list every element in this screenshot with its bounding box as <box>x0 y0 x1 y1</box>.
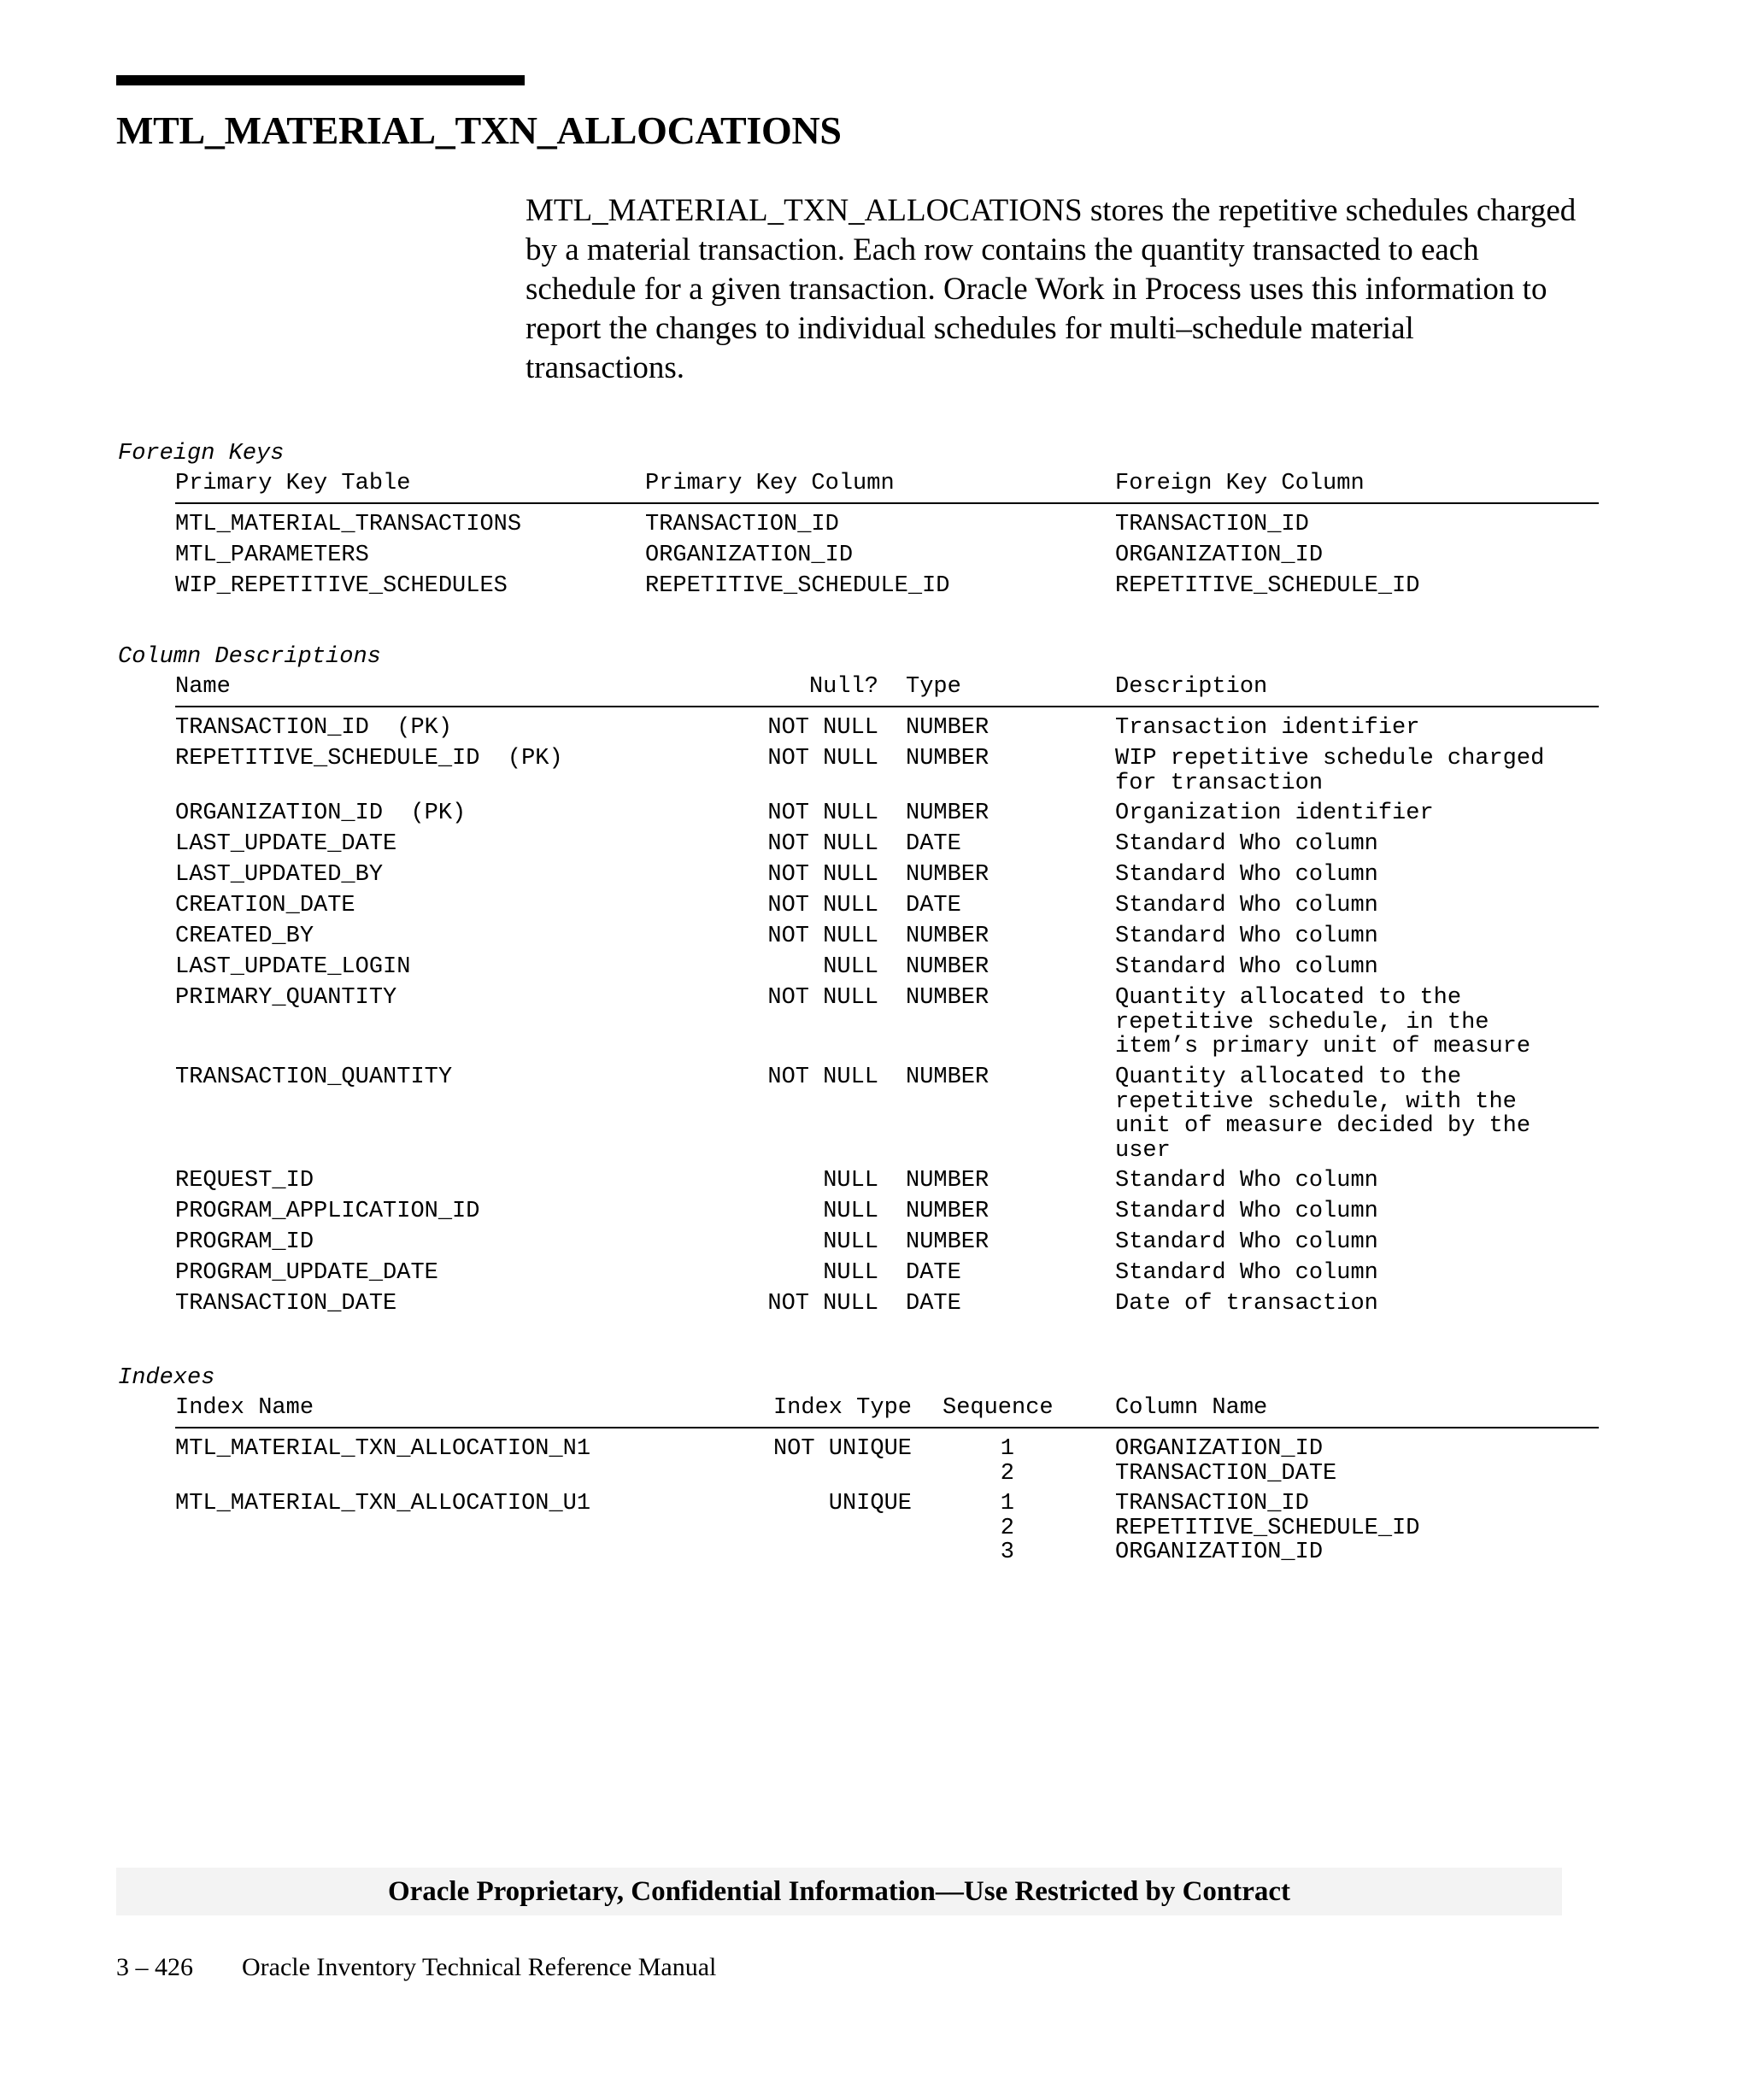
column-description-cell: WIP repetitive schedule charged for transaction <box>1115 746 1545 796</box>
header-type: Type <box>906 674 961 700</box>
column-description-cell: Quantity allocated to the repetitive schedule, in the item’s primary unit of measure <box>1115 985 1531 1059</box>
column-type-cell: DATE <box>906 893 961 918</box>
indexes-label: Indexes <box>118 1365 215 1391</box>
page-title: MTL_MATERIAL_TXN_ALLOCATIONS <box>116 109 842 152</box>
top-rule <box>116 75 525 85</box>
column-null-cell: NULL <box>823 1260 878 1286</box>
column-name-cell: PROGRAM_APPLICATION_ID <box>175 1199 480 1224</box>
foreign-keys-header <box>175 472 1599 504</box>
column-null-cell: NOT NULL <box>767 985 878 1011</box>
table-row <box>175 574 1599 605</box>
foreign-keys-label: Foreign Keys <box>118 441 285 466</box>
column-null-cell: NOT NULL <box>767 893 878 918</box>
column-description-cell: Standard Who column <box>1115 862 1378 888</box>
column-null-cell: NOT NULL <box>767 862 878 888</box>
column-name-cell: CREATION_DATE <box>175 893 355 918</box>
column-name-cell: PROGRAM_UPDATE_DATE <box>175 1260 438 1286</box>
column-type-cell: NUMBER <box>906 1065 990 1090</box>
column-type-cell: NUMBER <box>906 1199 990 1224</box>
table-row <box>175 1492 1599 1571</box>
pk-column-cell: TRANSACTION_ID <box>645 512 839 537</box>
column-type-cell: NUMBER <box>906 746 990 771</box>
column-description-cell: Standard Who column <box>1115 924 1378 949</box>
page-number: 3 – 426 <box>116 1953 193 1981</box>
column-name-cell: PRIMARY_QUANTITY <box>175 985 397 1011</box>
header-pk-column: Primary Key Column <box>645 471 895 496</box>
table-row <box>175 1169 1599 1200</box>
index-sequence-cell: 1 2 <box>1000 1436 1014 1487</box>
column-description-cell: Date of transaction <box>1115 1291 1378 1317</box>
column-name-cell: LAST_UPDATE_DATE <box>175 831 397 857</box>
index-sequence-cell: 1 2 3 <box>1000 1491 1014 1565</box>
column-type-cell: NUMBER <box>906 954 990 980</box>
table-row <box>175 924 1599 955</box>
column-description-cell: Transaction identifier <box>1115 715 1420 741</box>
column-description-cell: Standard Who column <box>1115 1260 1378 1286</box>
column-type-cell: DATE <box>906 1260 961 1286</box>
column-null-cell: NOT NULL <box>767 924 878 949</box>
header-column-name: Column Name <box>1115 1395 1268 1421</box>
header-pk-table: Primary Key Table <box>175 471 411 496</box>
table-row <box>175 801 1599 832</box>
column-descriptions-header <box>175 675 1599 707</box>
table-row <box>175 513 1599 543</box>
column-type-cell: NUMBER <box>906 985 990 1011</box>
column-null-cell: NULL <box>823 1168 878 1194</box>
column-name-cell: ORGANIZATION_ID (PK) <box>175 801 467 826</box>
table-description: MTL_MATERIAL_TXN_ALLOCATIONS stores the repetitive schedules charged by a material transaction. Each row contains the quantity transacted to each schedule for a given transaction. Oracle Work in Process uses this information to report the changes to individual schedules for multi–schedule material transactions. <box>526 193 1577 385</box>
fk-column-cell: REPETITIVE_SCHEDULE_ID <box>1115 573 1420 599</box>
fk-column-cell: TRANSACTION_ID <box>1115 512 1309 537</box>
header-description: Description <box>1115 674 1268 700</box>
column-description-cell: Standard Who column <box>1115 831 1378 857</box>
column-type-cell: NUMBER <box>906 801 990 826</box>
index-column-cell: TRANSACTION_ID REPETITIVE_SCHEDULE_ID ORGANIZATION_ID <box>1115 1491 1420 1565</box>
column-name-cell: REPETITIVE_SCHEDULE_ID (PK) <box>175 746 563 771</box>
indexes-header <box>175 1396 1599 1428</box>
header-index-name: Index Name <box>175 1395 314 1421</box>
header-sequence: Sequence <box>943 1395 1054 1421</box>
column-null-cell: NOT NULL <box>767 715 878 741</box>
column-null-cell: NULL <box>823 1199 878 1224</box>
index-type-cell: UNIQUE <box>828 1491 912 1516</box>
confidential-banner <box>116 1868 1562 1915</box>
pk-table-cell: MTL_MATERIAL_TRANSACTIONS <box>175 512 522 537</box>
table-row <box>175 1065 1599 1169</box>
confidential-text: Oracle Proprietary, Confidential Information––Use Restricted by Contract <box>387 1876 1291 1907</box>
pk-table-cell: MTL_PARAMETERS <box>175 543 369 568</box>
table-row <box>175 747 1599 801</box>
column-type-cell: NUMBER <box>906 1229 990 1255</box>
header-name: Name <box>175 674 231 700</box>
table-row <box>175 986 1599 1065</box>
header-null: Null? <box>808 674 878 700</box>
table-row <box>175 863 1599 894</box>
indexes-table <box>175 1396 1599 1571</box>
column-descriptions-table <box>175 675 1599 1323</box>
index-name-cell: MTL_MATERIAL_TXN_ALLOCATION_N1 <box>175 1436 591 1462</box>
column-name-cell: LAST_UPDATED_BY <box>175 862 384 888</box>
column-description-cell: Standard Who column <box>1115 1168 1378 1194</box>
column-description-cell: Standard Who column <box>1115 893 1378 918</box>
column-null-cell: NOT NULL <box>767 831 878 857</box>
column-null-cell: NULL <box>823 954 878 980</box>
column-type-cell: NUMBER <box>906 862 990 888</box>
manual-title: Oracle Inventory Technical Reference Manual <box>242 1953 717 1981</box>
table-row <box>175 955 1599 986</box>
foreign-keys-table <box>175 472 1599 605</box>
table-row <box>175 1230 1599 1261</box>
column-name-cell: CREATED_BY <box>175 924 314 949</box>
column-description-cell: Organization identifier <box>1115 801 1434 826</box>
column-name-cell: TRANSACTION_QUANTITY <box>175 1065 453 1090</box>
table-row <box>175 1437 1599 1492</box>
column-description-cell: Standard Who column <box>1115 1229 1378 1255</box>
pk-table-cell: WIP_REPETITIVE_SCHEDULES <box>175 573 508 599</box>
index-type-cell: NOT UNIQUE <box>772 1436 912 1462</box>
column-name-cell: REQUEST_ID <box>175 1168 314 1194</box>
column-null-cell: NOT NULL <box>767 1065 878 1090</box>
column-type-cell: DATE <box>906 1291 961 1317</box>
column-type-cell: NUMBER <box>906 715 990 741</box>
table-row <box>175 894 1599 924</box>
index-column-cell: ORGANIZATION_ID TRANSACTION_DATE <box>1115 1436 1337 1487</box>
pk-column-cell: REPETITIVE_SCHEDULE_ID <box>645 573 950 599</box>
header-index-type: Index Type <box>772 1395 912 1421</box>
column-descriptions-label: Column Descriptions <box>118 644 381 670</box>
column-type-cell: NUMBER <box>906 1168 990 1194</box>
column-description-cell: Standard Who column <box>1115 954 1378 980</box>
table-row <box>175 543 1599 574</box>
column-null-cell: NOT NULL <box>767 801 878 826</box>
column-name-cell: LAST_UPDATE_LOGIN <box>175 954 411 980</box>
column-description-cell: Standard Who column <box>1115 1199 1378 1224</box>
index-name-cell: MTL_MATERIAL_TXN_ALLOCATION_U1 <box>175 1491 591 1516</box>
column-null-cell: NOT NULL <box>767 1291 878 1317</box>
column-type-cell: NUMBER <box>906 924 990 949</box>
fk-column-cell: ORGANIZATION_ID <box>1115 543 1324 568</box>
column-name-cell: TRANSACTION_DATE <box>175 1291 397 1317</box>
column-null-cell: NULL <box>823 1229 878 1255</box>
column-type-cell: DATE <box>906 831 961 857</box>
column-name-cell: TRANSACTION_ID (PK) <box>175 715 453 741</box>
table-row <box>175 1292 1599 1323</box>
table-row <box>175 716 1599 747</box>
header-fk-column: Foreign Key Column <box>1115 471 1365 496</box>
table-row <box>175 1261 1599 1292</box>
column-description-cell: Quantity allocated to the repetitive schedule, with the unit of measure decided by the user <box>1115 1065 1531 1164</box>
pk-column-cell: ORGANIZATION_ID <box>645 543 854 568</box>
column-name-cell: PROGRAM_ID <box>175 1229 314 1255</box>
table-row <box>175 1200 1599 1230</box>
column-null-cell: NOT NULL <box>767 746 878 771</box>
table-row <box>175 832 1599 863</box>
